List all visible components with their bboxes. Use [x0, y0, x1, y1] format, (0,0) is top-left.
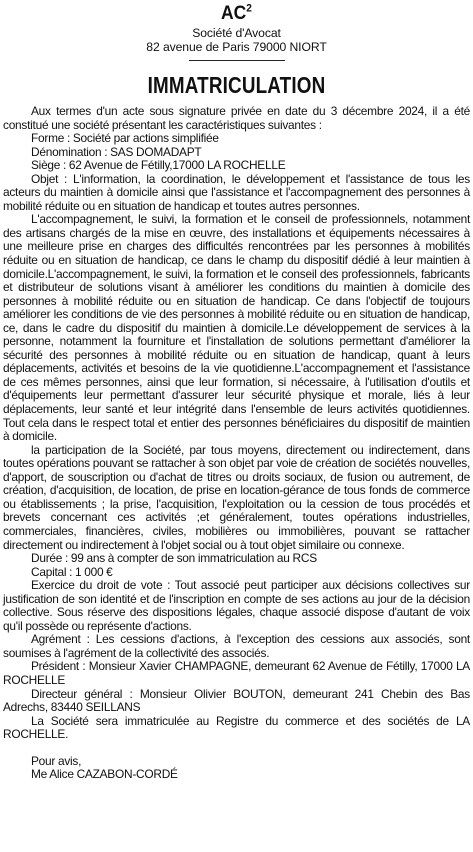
paragraph-capital: Capital : 1 000 € [31, 564, 113, 579]
notice-body [3, 105, 470, 782]
paragraph-immatriculation: La Société sera immatriculée au Registre du commerce et des sociétés de LA ROCHELLE. [3, 713, 470, 742]
paragraph-president: Président : Monsieur Xavier CHAMPAGNE, demeurant 62 Avenue de Fétilly, 17000 LA ROCHELLE [3, 659, 470, 687]
paragraph-directeur-general: Directeur général : Monsieur Olivier BOUTON, demeurant 241 Chebin des Bas Adrechs, 83440 SEILLANS [3, 686, 470, 715]
firm-name-superscript: 2 [246, 2, 252, 15]
signatory: Me Alice CAZABON-CORDÉ [31, 767, 178, 782]
paragraph-forme: Forme : Société par actions simplifiée [31, 131, 219, 146]
firm-name [22, 2, 452, 26]
paragraph-intro: Aux termes d'un acte sous signature privée en date du 3 décembre 2024, il a été constitué une société présentant les caractéristiques suivantes : [3, 104, 470, 132]
header-divider [189, 60, 285, 61]
paragraph-accompagnement: L'accompagnement, le suivi, la formation et le conseil de professionnels, notamment des artisans chargés de la mise en œuvre, des installations et équipements nécessaires à une meilleure prise en charges des difficultés rencontrées par les personnes à mobilités réduite ou en situation de handicap, ce dans le champ du dispositif dédié à leur maintien à domicile.L'accompagnement, le suivi, la formation et le conseil des professionnels, fabricants et distributeur de solutions visant à améliorer les conditions du maintien à domicile des personnes à mobilité réduite ou en situation de handicap. Ce dans l'objectif de toujours améliorer les conditions de vie des personnes à mobilité réduite ou en situation de handicap, ce, dans le cadre du dispositif du maintien à domicile.Le développement de services à la personne, notamment la fourniture et l'installation de solutions permettant d'améliorer la sécurité des personnes à mobilité réduite ou en situation de handicap, quant à leurs déplacements, activités et besoins de la vie quotidienne.L'accompagnement et l'assistance de ces mêmes personnes, ainsi que leur formation, si nécessaire, à l'utilisation d'outils et d'équipements leur permettant d'assurer leur sécurité physique et morale, liés à leur déplacements, leur santé et leur intégrité dans l'ensemble de leurs activités quotidiennes. Tout cela dans le respect total et entier des personnes bénéficiaires du dispositif de maintien à domicile. [3, 212, 470, 444]
firm-address: 82 avenue de Paris 79000 NIORT [146, 40, 327, 54]
paragraph-droit-de-vote: Exercice du droit de vote : Tout associé peut participer aux décisions collectives sur justification de son identité et de l'inscription en compte de ses actions au jour de la décision collective. Sous réserve des dispositions légales, chaque associé dispose d'autant de voix qu'il possède ou représente d'actions. [3, 578, 470, 633]
notice-heading: IMMATRICULATION [147, 72, 326, 98]
paragraph-denomination: Dénomination : SAS DOMADAPT [31, 144, 202, 159]
firm-type: Société d'Avocat [192, 26, 281, 40]
paragraph-duree: Durée : 99 ans à compter de son immatriculation au RCS [31, 551, 317, 566]
paragraph-objet: Objet : L'information, la coordination, le développement et l'assistance de tous les acteurs du maintien à domicile ainsi que l'assistance et l'accompagnement des personnes à mobilité réduite ou en situation de handicap et toutes autres personnes. [3, 171, 470, 213]
closing-line: Pour avis, [31, 753, 82, 768]
paragraph-siege: Siège : 62 Avenue de Fétilly,17000 LA ROCHELLE [31, 158, 286, 173]
firm-name-text: AC [221, 3, 247, 24]
paragraph-participation: la participation de la Société, par tous moyens, directement ou indirectement, dans toutes opérations pouvant se rattacher à son objet par voie de création de sociétés nouvelles, d'apport, de souscription ou d'achat de titres ou droits sociaux, de fusion ou autrement, de création, d'acquisition, de location, de prise en location-gérance de tous fonds de commerce ou établissements ; la prise, l'acquisition, l'exploitation ou la cession de tous procédés et brevets concernant ces activités ;et généralement, toutes opérations industrielles, commerciales, financières, civiles, mobilières ou immobilières, pouvant se rattacher directement ou indirectement à l'objet social ou à tout objet similaire ou connexe. [3, 442, 470, 552]
paragraph-agrement: Agrément : Les cessions d'actions, à l'exception des cessions aux associés, sont soumises à l'agrément de la collectivité des associés. [3, 632, 470, 660]
